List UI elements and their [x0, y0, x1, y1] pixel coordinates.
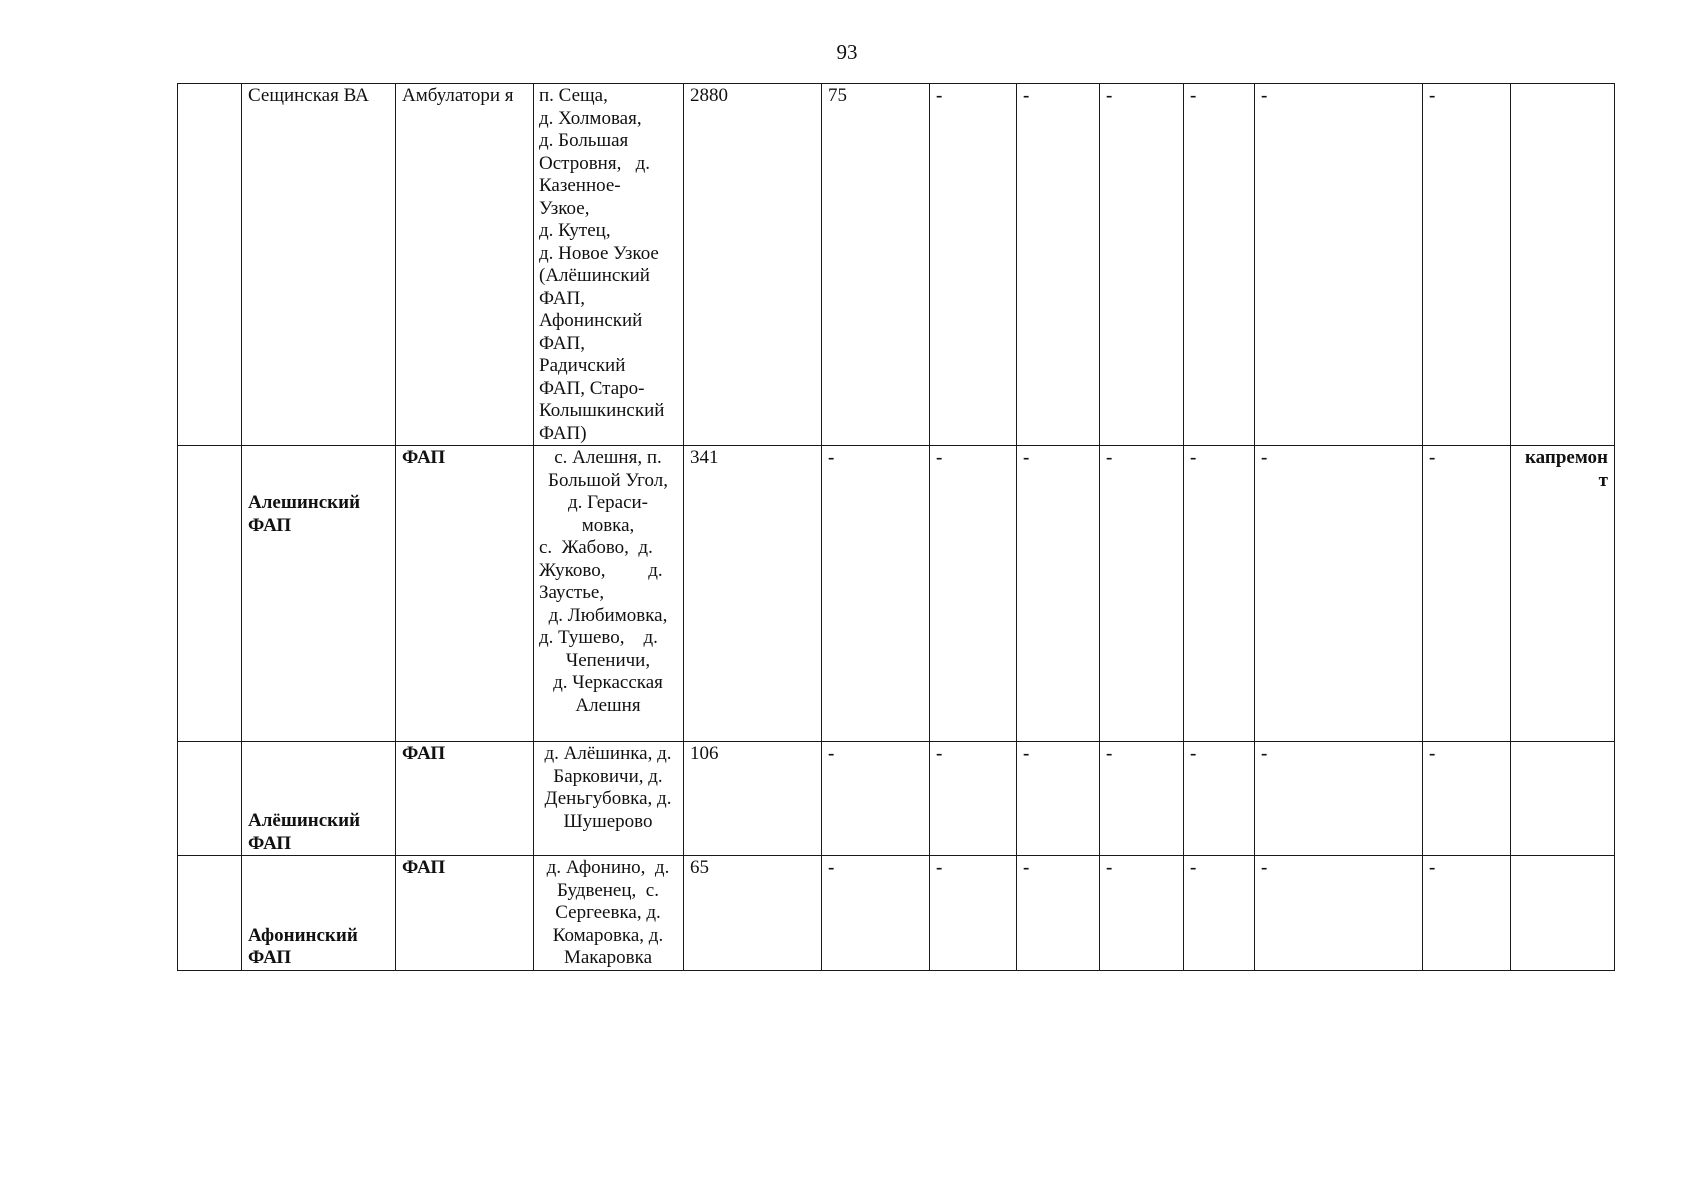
value-cell: - — [1255, 446, 1423, 742]
settlement-line: ФАП) — [539, 422, 587, 444]
settlement-line: д. Холмовая, — [539, 107, 642, 129]
settlement-line: (Алёшинский — [539, 265, 650, 286]
value-cell: - — [1184, 742, 1255, 856]
settlement-line: Афонинский — [539, 310, 643, 331]
settlement-line: д. Гераси- — [568, 492, 648, 513]
table-row — [178, 742, 1615, 856]
value-cell: - — [1423, 84, 1511, 446]
facility-name: Афонинский — [248, 924, 358, 946]
population-cell: 2880 — [684, 84, 822, 446]
value-cell: - — [930, 742, 1017, 856]
settlement-line: Комаровка, д. — [552, 924, 664, 946]
facility-name: Алёшинский — [248, 810, 361, 831]
facility-name: ФАП — [248, 514, 292, 536]
page-number: 93 — [836, 40, 858, 64]
settlement-line: Сергеевка, д. — [555, 902, 661, 923]
value-cell: - — [930, 84, 1017, 446]
settlement-line: Будвенец, с. — [557, 879, 659, 901]
settlement-line: д. Алёшинка, д. — [544, 743, 672, 764]
note-cell: капремонт — [1511, 446, 1615, 742]
facility-name: Сещинская ВА — [248, 85, 369, 106]
settlement-line: Барковичи, д. — [553, 765, 663, 787]
value-cell: - — [1017, 446, 1100, 742]
settlements-cell — [534, 84, 684, 446]
note-cell — [1511, 84, 1615, 446]
row-number-cell — [178, 446, 242, 742]
value-cell: - — [930, 446, 1017, 742]
settlement-line: Деньгубовка, д. — [544, 788, 672, 809]
facility-type-cell: ФАП — [396, 742, 534, 856]
population-cell: 341 — [684, 446, 822, 742]
row-number-cell — [178, 742, 242, 856]
settlement-line: Колышкинский — [539, 400, 665, 421]
facility-name-cell — [242, 856, 396, 971]
facility-name: Алешинский — [248, 492, 361, 513]
table-row — [178, 856, 1615, 971]
value-cell: - — [1255, 742, 1423, 856]
facility-name: ФАП — [248, 832, 292, 854]
settlement-line: д. Кутец, — [539, 220, 611, 241]
facility-type-cell: Амбулатори я — [396, 84, 534, 446]
settlement-line: ФАП, Старо- — [539, 377, 645, 399]
value-cell: - — [930, 856, 1017, 971]
value-cell: - — [1184, 84, 1255, 446]
note-cell — [1511, 856, 1615, 971]
settlement-line: Большой Угол, — [548, 469, 668, 491]
value-cell: - — [1255, 84, 1423, 446]
facility-type-cell: ФАП — [396, 856, 534, 971]
value-cell: - — [822, 446, 930, 742]
settlement-line: д. Тушево, д. — [539, 627, 658, 648]
settlement-line: Макаровка — [563, 947, 653, 968]
table-row — [178, 84, 1615, 446]
settlement-line: д. Новое Узкое — [539, 242, 659, 264]
settlements-cell — [534, 446, 684, 742]
settlement-line: Островня, д. — [539, 152, 650, 174]
population-cell: 65 — [684, 856, 822, 971]
settlement-line: ФАП, — [539, 287, 586, 309]
value-cell: - — [1184, 856, 1255, 971]
value-cell: - — [822, 742, 930, 856]
facility-name: ФАП — [248, 947, 292, 968]
row-number-cell — [178, 856, 242, 971]
facility-name-cell — [242, 84, 396, 446]
facility-name-cell — [242, 742, 396, 856]
settlement-line: с. Алешня, п. — [554, 447, 662, 468]
settlement-line: ФАП, — [539, 332, 586, 354]
value-cell: - — [1100, 742, 1184, 856]
value-cell: - — [1184, 446, 1255, 742]
population-cell: 106 — [684, 742, 822, 856]
settlement-line: д. Любимовка, — [548, 604, 668, 626]
note-cell — [1511, 742, 1615, 856]
value-cell: - — [1100, 84, 1184, 446]
settlements-cell — [534, 742, 684, 856]
settlement-line: д. Черкасская — [553, 672, 663, 693]
settlement-line: Заустье, — [539, 582, 605, 603]
value-cell: - — [1423, 742, 1511, 856]
facility-type-cell: ФАП — [396, 446, 534, 742]
value-cell: - — [1423, 446, 1511, 742]
settlement-line: п. Сеща, — [539, 85, 608, 106]
facility-name-cell — [242, 446, 396, 742]
settlement-line: Алешня — [575, 694, 641, 716]
settlement-line: Жуково, д. — [539, 559, 663, 581]
table-row — [178, 446, 1615, 742]
settlement-line: д. Афонино, д. — [546, 857, 670, 878]
value-cell: - — [1255, 856, 1423, 971]
settlements-cell — [534, 856, 684, 971]
value-cell: - — [1017, 742, 1100, 856]
settlement-line: с. Жабово, д. — [539, 537, 653, 558]
settlement-line: Радичский — [539, 355, 626, 376]
value-cell: - — [1100, 446, 1184, 742]
row-number-cell — [178, 84, 242, 446]
settlement-line: Шушерово — [563, 810, 653, 832]
value-cell: - — [822, 856, 930, 971]
settlement-line: Чепеничи, — [565, 649, 651, 671]
value-cell: - — [1017, 84, 1100, 446]
value-cell: - — [1100, 856, 1184, 971]
value-cell: - — [1423, 856, 1511, 971]
value-cell: - — [1017, 856, 1100, 971]
facilities-table — [177, 83, 1615, 971]
settlement-line: Узкое, — [539, 197, 590, 219]
settlement-line: д. Большая — [539, 130, 629, 151]
settlement-line: мовка, — [581, 514, 635, 536]
value-cell: 75 — [822, 84, 930, 446]
settlement-line: Казенное- — [539, 175, 621, 196]
